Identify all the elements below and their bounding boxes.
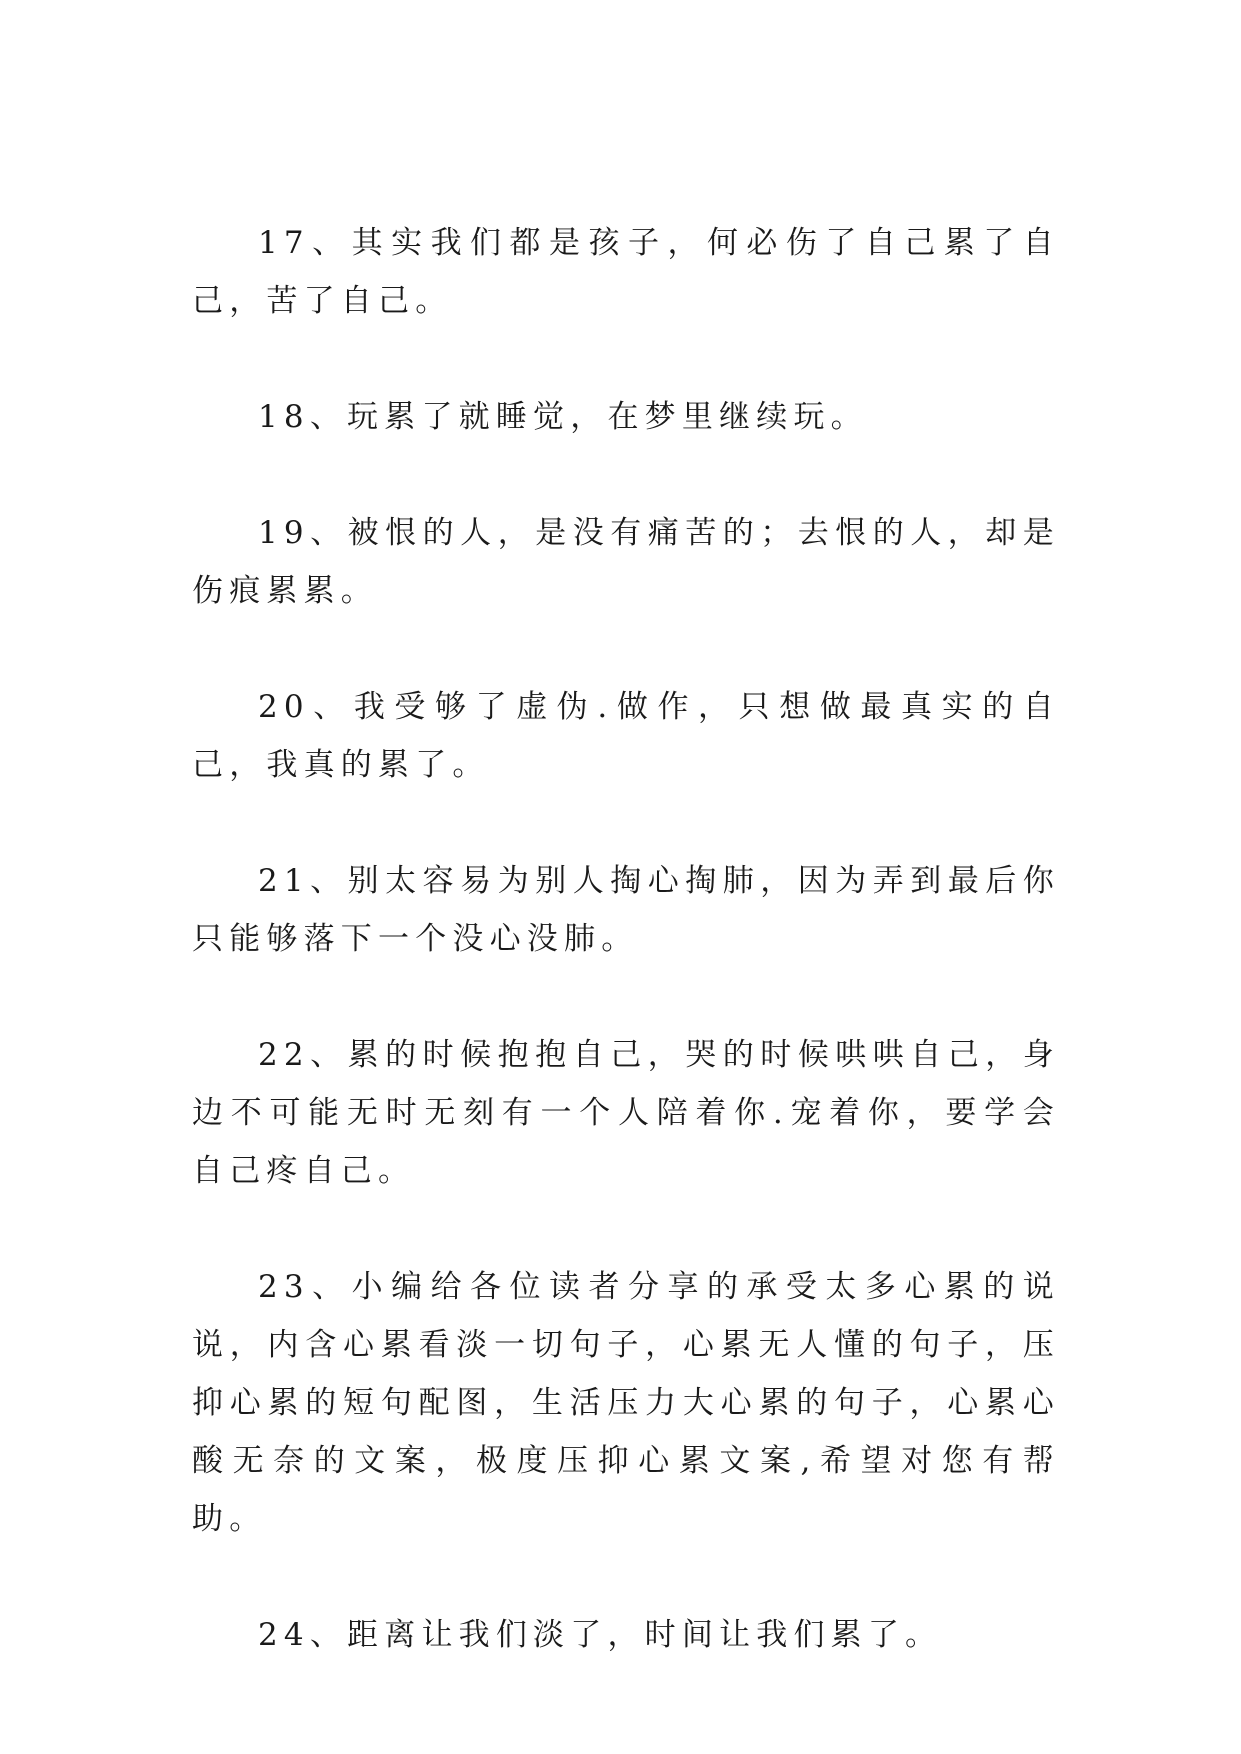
document-body bbox=[192, 214, 1060, 1664]
paragraph-20: 20、我受够了虚伪.做作，只想做最真实的自己，我真的累了。 bbox=[192, 689, 1060, 783]
paragraph-23: 23、小编给各位读者分享的承受太多心累的说说，内含心累看淡一切句子，心累无人懂的句子，压抑心累的短句配图，生活压力大心累的句子，心累心酸无奈的文案，极度压抑心累文案,希望对您有帮助。 bbox=[192, 1269, 1060, 1537]
paragraph-24: 24、距离让我们淡了，时间让我们累了。 bbox=[258, 1617, 943, 1653]
paragraph-19: 19、被恨的人，是没有痛苦的；去恨的人，却是伤痕累累。 bbox=[192, 515, 1060, 609]
paragraph-22: 22、累的时候抱抱自己，哭的时候哄哄自己，身边不可能无时无刻有一个人陪着你.宠着你，要学会自己疼自己。 bbox=[192, 1037, 1060, 1189]
paragraph-21: 21、别太容易为别人掏心掏肺，因为弄到最后你只能够落下一个没心没肺。 bbox=[192, 863, 1060, 957]
paragraph-18: 18、玩累了就睡觉，在梦里继续玩。 bbox=[258, 399, 868, 435]
paragraph-17: 17、其实我们都是孩子，何必伤了自己累了自己，苦了自己。 bbox=[192, 225, 1060, 319]
